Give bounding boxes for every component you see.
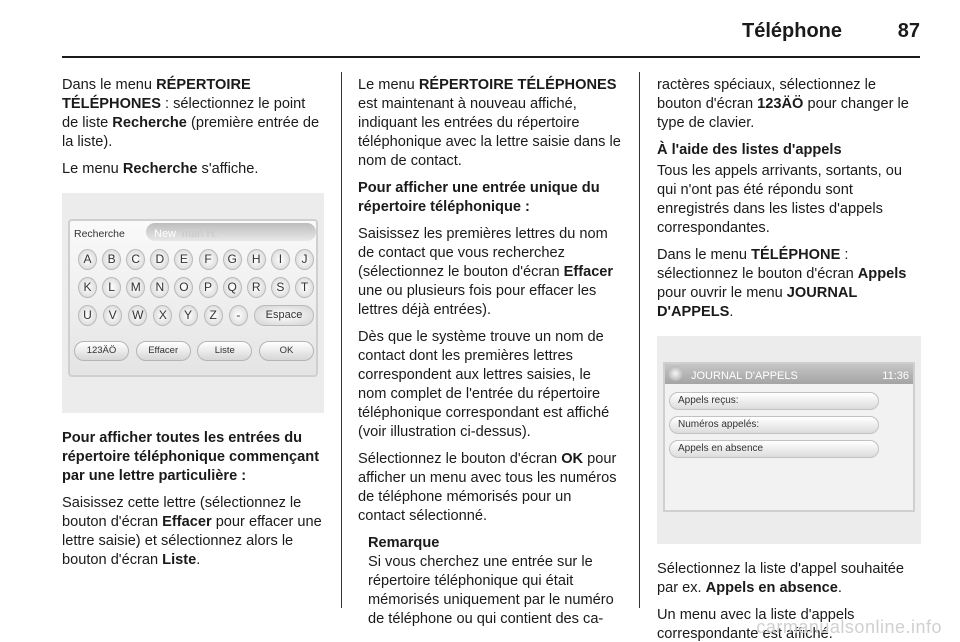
key-g: G: [223, 249, 242, 270]
call-log-title: JOURNAL D'APPELS: [691, 370, 798, 382]
keyboard-type-button: 123ÄÖ: [74, 341, 129, 361]
phone-menu-icon: [668, 366, 683, 381]
key-a: A: [78, 249, 97, 270]
received-calls-item: Appels reçus:: [669, 392, 879, 410]
section-title: Téléphone: [741, 20, 842, 42]
page-number: 87: [897, 20, 920, 42]
paragraph: Saisissez les premières lettres du nom de contact que vous recherchez (sélectionnez le bouton d'écran Effacer une ou plusieurs fois pour effacer les lettres déjà entrées).: [358, 226, 614, 318]
key-row-2: [78, 277, 314, 298]
key-j: J: [295, 249, 314, 270]
paragraph: Le menu Recherche s'affiche.: [62, 161, 259, 177]
column-1: [62, 76, 324, 578]
clock: 11:36: [882, 370, 909, 382]
key-row-3: [78, 305, 314, 326]
keyboard-button-row: [74, 341, 314, 361]
key-w: W: [128, 305, 147, 326]
missed-calls-item: Appels en absence: [669, 440, 879, 458]
search-input-value: New: [154, 228, 177, 240]
section-heading: Pour afficher toutes les entrées du répertoire téléphonique commençant par une lettre particulière :: [62, 430, 320, 484]
call-log-screen: [663, 362, 915, 512]
effacer-button: Effacer: [136, 341, 191, 361]
key-e: E: [174, 249, 193, 270]
call-log-header: [665, 364, 913, 384]
key-y: Y: [179, 305, 198, 326]
section-heading: Pour afficher une entrée unique du répertoire téléphonique :: [358, 180, 600, 215]
search-keyboard-screenshot: [62, 193, 324, 413]
search-label: Recherche: [74, 228, 125, 240]
column-2: [358, 76, 622, 629]
paragraph: Dès que le système trouve un nom de contact dont les premières lettres correspondent aux lettres saisies, le nom complet de l'entrée du répertoire téléphonique correspondant est affiché (voir illustration ci-dessus).: [358, 329, 610, 440]
paragraph: Le menu RÉPERTOIRE TÉLÉPHONES est maintenant à nouveau affiché, indiquant les entrées du répertoire téléphonique avec la lettre saisie dans le nom de contact.: [358, 77, 621, 169]
key-row-1: [78, 249, 314, 270]
key-r: R: [247, 277, 266, 298]
key-p: P: [199, 277, 218, 298]
key-s: S: [271, 277, 290, 298]
watermark: carmanualsonline.info: [756, 617, 942, 637]
paragraph: Sélectionnez le bouton d'écran OK pour afficher un menu avec tous les numéros de téléphone mémorisés pour un contact sélectionné.: [358, 451, 617, 524]
key-q: Q: [223, 277, 242, 298]
search-input: [146, 223, 316, 241]
paragraph: Saisissez cette lettre (sélectionnez le bouton d'écran Effacer pour effacer une lettre saisie) et sélectionnez alors le bouton d'écran Liste.: [62, 495, 322, 568]
call-log-screenshot: [657, 336, 921, 544]
paragraph: Dans le menu TÉLÉPHONE : sélectionnez le bouton d'écran Appels pour ouvrir le menu JOURNAL D'APPELS.: [657, 247, 907, 320]
paragraph: Sélectionnez la liste d'appel souhaitée par ex. Appels en absence.: [657, 561, 904, 596]
key-z: Z: [204, 305, 223, 326]
column-divider: [341, 72, 342, 608]
liste-button: Liste: [197, 341, 252, 361]
paragraph: Tous les appels arrivants, sortants, ou qui n'ont pas été répondu sont enregistrés dans les listes d'appels correspondantes.: [657, 163, 902, 236]
search-input-suggestion: man H.: [182, 228, 218, 240]
paragraph: Un menu avec la liste d'appels correspondante est affiché.: [657, 607, 855, 642]
page-header: [62, 10, 920, 54]
key-h: H: [247, 249, 266, 270]
key-l: L: [102, 277, 121, 298]
key-x: X: [153, 305, 172, 326]
key-u: U: [78, 305, 97, 326]
key-b: B: [102, 249, 121, 270]
key-i: I: [271, 249, 290, 270]
note-text: Si vous cherchez une entrée sur le répertoire téléphonique qui était mémorisés uniquement par le numéro de téléphone ou qui contient des ca-: [368, 554, 614, 627]
keyboard-screen: [68, 219, 318, 377]
key-t: T: [295, 277, 314, 298]
section-heading: À l'aide des listes d'appels: [657, 142, 842, 158]
key-dash: -: [229, 305, 248, 326]
dialed-numbers-item: Numéros appelés:: [669, 416, 879, 434]
column-3: [657, 76, 921, 642]
key-n: N: [150, 277, 169, 298]
key-space: Espace: [254, 305, 314, 326]
key-k: K: [78, 277, 97, 298]
note-title: Remarque: [368, 535, 440, 551]
paragraph: Dans le menu RÉPERTOIRE TÉLÉPHONES : sélectionnez le point de liste Recherche (première entrée de la liste).: [62, 77, 320, 150]
ok-button: OK: [259, 341, 314, 361]
key-c: C: [126, 249, 145, 270]
column-divider: [639, 72, 640, 608]
key-o: O: [174, 277, 193, 298]
key-f: F: [199, 249, 218, 270]
key-m: M: [126, 277, 145, 298]
key-d: D: [150, 249, 169, 270]
paragraph: ractères spéciaux, sélectionnez le bouton d'écran 123ÄÖ pour changer le type de clavier.: [657, 77, 909, 131]
key-v: V: [103, 305, 122, 326]
note-box: [358, 534, 622, 629]
header-rule: [62, 56, 920, 58]
